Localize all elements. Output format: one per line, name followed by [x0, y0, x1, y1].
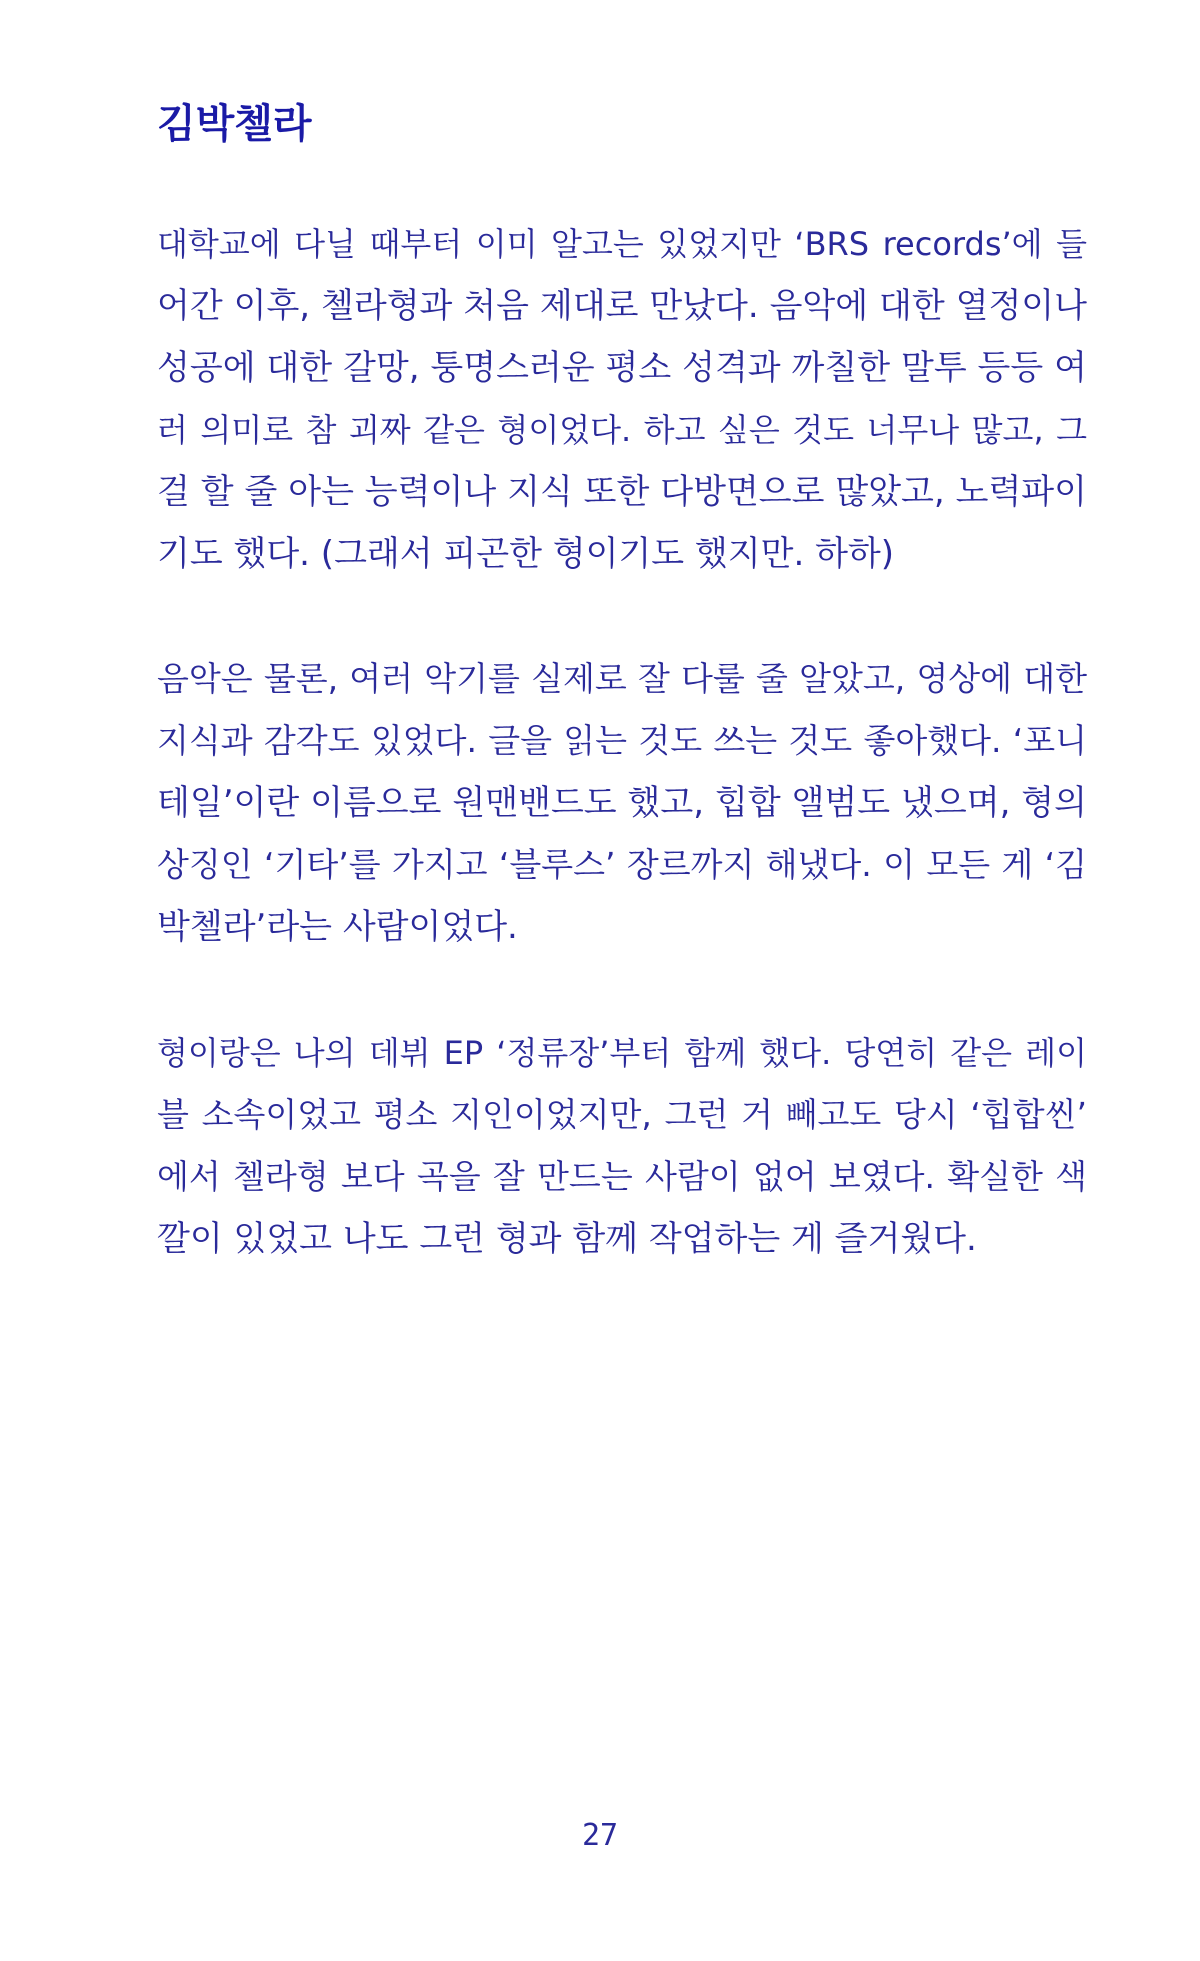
paragraph-line: 러 의미로 참 괴짜 같은 형이었다. 하고 싶은 것도 너무나 많고, 그: [157, 411, 1087, 449]
paragraph-line: 성공에 대한 갈망, 퉁명스러운 평소 성격과 까칠한 말투 등등 여: [157, 348, 1087, 388]
paragraph-line: 대학교에 다닐 때부터 이미 알고는 있었지만 ‘BRS records’에 들: [157, 225, 1087, 263]
paragraph-1: [157, 213, 1087, 585]
paragraph-line: 블 소속이었고 평소 지인이었지만, 그런 거 빼고도 당시 ‘힙합씬’: [157, 1095, 1087, 1134]
paragraph-line: 기도 했다. (그래서 피곤한 형이기도 했지만. 하하): [157, 534, 895, 574]
paragraph-line: 테일’이란 이름으로 원맨밴드도 했고, 힙합 앨범도 냈으며, 형의: [157, 783, 1087, 823]
paragraph-line: 어간 이후, 첼라형과 처음 제대로 만났다. 음악에 대한 열정이나: [157, 286, 1087, 326]
paragraph-line: 깔이 있었고 나도 그런 형과 함께 작업하는 게 즐거웠다.: [157, 1219, 977, 1259]
paragraph-line: 형이랑은 나의 데뷔 EP ‘정류장’부터 함께 했다. 당연히 같은 레이: [157, 1034, 1087, 1072]
paragraph-line: 음악은 물론, 여러 악기를 실제로 잘 다룰 줄 알았고, 영상에 대한: [157, 659, 1087, 698]
paragraph-line: 에서 첼라형 보다 곡을 잘 만드는 사람이 없어 보였다. 확실한 색: [157, 1157, 1087, 1196]
paragraph-2: [157, 648, 1087, 958]
page-number: 27: [581, 1818, 619, 1853]
paragraph-line: 지식과 감각도 있었다. 글을 읽는 것도 쓰는 것도 좋아했다. ‘포니: [157, 721, 1087, 760]
paragraph-line: 걸 할 줄 아는 능력이나 지식 또한 다방면으로 많았고, 노력파이: [157, 472, 1087, 512]
paragraph-line: 상징인 ‘기타’를 가지고 ‘블루스’ 장르까지 해냈다. 이 모든 게 ‘김: [157, 845, 1087, 884]
paragraph-line: 박첼라’라는 사람이었다.: [157, 907, 518, 947]
paragraph-3: [157, 1022, 1087, 1270]
page-heading: 김박첼라: [157, 101, 312, 147]
